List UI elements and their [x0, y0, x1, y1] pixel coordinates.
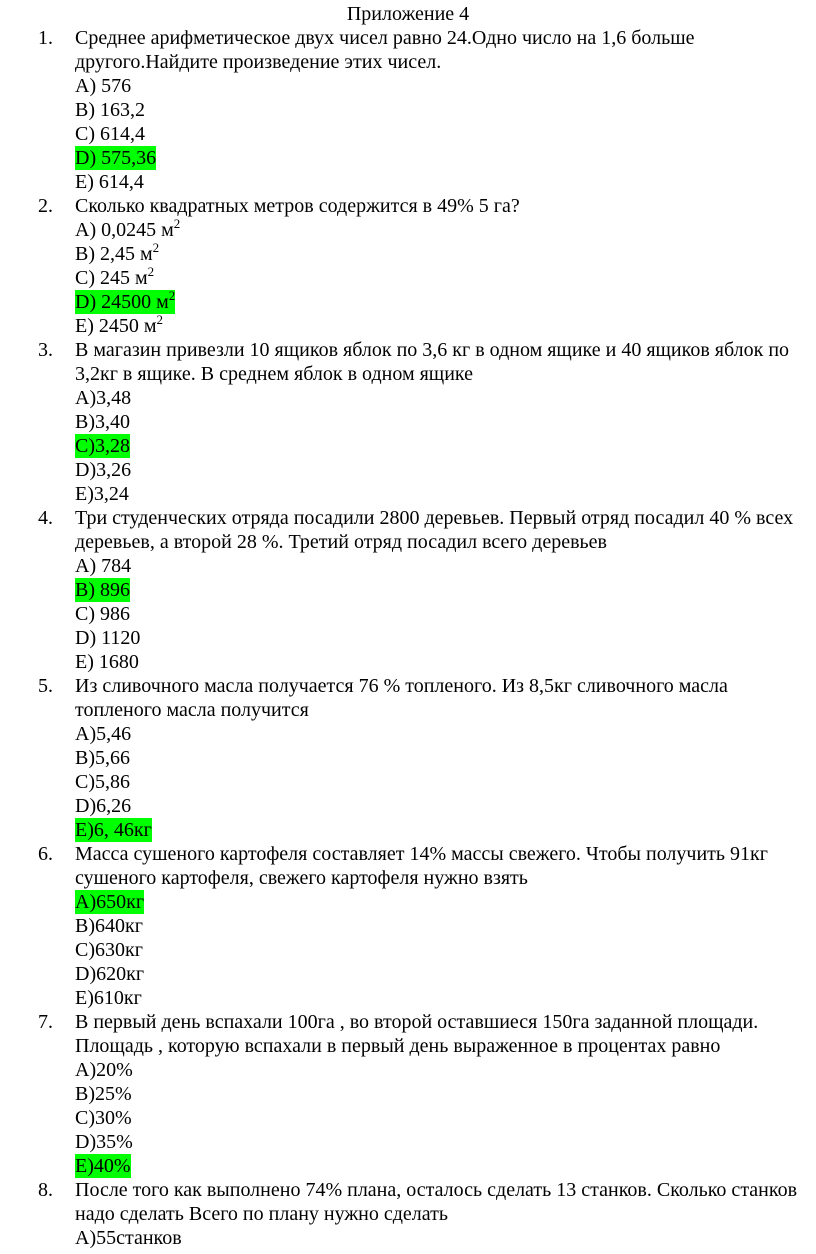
answer-option: [75, 962, 808, 986]
answer-option-text: [75, 290, 175, 314]
document-title: Приложение 4: [346, 3, 470, 25]
answer-option-label: С) 245 м: [75, 267, 148, 289]
question-text: Три студенческих отряда посадили 2800 деревьев. Первый отряд посадил 40 % всех деревьев, а второй 28 %. Третий отряд посадил всего деревьев: [75, 507, 794, 553]
answer-option-text: [75, 98, 145, 122]
answer-option-label: С)5,86: [75, 771, 130, 793]
answer-option-text: [75, 410, 130, 434]
answer-option: [75, 1058, 808, 1082]
question-number: 8.: [38, 1179, 53, 1201]
answer-option-label: Е) 614,4: [75, 171, 144, 193]
answer-option: [75, 410, 808, 434]
answer-option: [75, 554, 808, 578]
answer-option-label: А)650кг: [75, 891, 145, 913]
answer-option: [75, 170, 808, 194]
answer-option-text: [75, 1226, 182, 1250]
answer-option-text: [75, 1130, 133, 1154]
answer-option-text: [75, 170, 144, 194]
answer-option-label: А)20%: [75, 1059, 133, 1081]
answer-option-text: [75, 1058, 133, 1082]
answer-option-text: [75, 890, 144, 914]
answer-option-text: [75, 578, 130, 602]
answer-option: [75, 122, 808, 146]
answer-options: [75, 386, 808, 506]
answer-option-label: А)5,46: [75, 723, 132, 745]
answer-option-label: Е) 1680: [75, 651, 139, 673]
answer-option-label: D) 1120: [75, 627, 141, 649]
answer-option-text: [75, 602, 130, 626]
answer-option-label: В)640кг: [75, 915, 143, 937]
question-item: [0, 842, 816, 1010]
answer-option-correct: [75, 1154, 808, 1178]
question-item: [0, 1010, 816, 1178]
answer-option-text: [75, 386, 131, 410]
answer-option: [75, 314, 808, 338]
answer-options: [75, 218, 808, 338]
answer-option-text: [75, 242, 159, 266]
question-number: 4.: [38, 507, 53, 529]
answer-option: [75, 602, 808, 626]
answer-option-text: [75, 74, 131, 98]
answer-option-text: [75, 218, 180, 242]
question-number: 3.: [38, 339, 53, 361]
answer-option-text: [75, 770, 130, 794]
answer-option-label: С)3,28: [75, 435, 130, 457]
answer-option-label: Е)6, 46кг: [75, 819, 152, 841]
question-text: В первый день вспахали 100га , во второй оставшиеся 150га заданной площади. Площадь , которую вспахали в первый день выраженное в процентах равно: [75, 1011, 759, 1057]
answer-options: [75, 74, 808, 194]
answer-option: [75, 266, 808, 290]
answer-option-text: [75, 746, 130, 770]
answer-option-label: D)3,26: [75, 459, 132, 481]
answer-option-text: [75, 650, 139, 674]
answer-option-label: В) 896: [75, 579, 130, 601]
question-item: [0, 194, 816, 338]
answer-option: [75, 722, 808, 746]
question-number: 6.: [38, 843, 53, 865]
answer-option: [75, 482, 808, 506]
superscript-exponent: 2: [156, 312, 164, 327]
answer-option-text: [75, 914, 143, 938]
answer-option-text: [75, 626, 140, 650]
answer-option: [75, 74, 808, 98]
answer-options: [75, 1226, 808, 1250]
answer-option-label: С)30%: [75, 1107, 132, 1129]
answer-option-label: Е)40%: [75, 1155, 131, 1177]
answer-option-text: [75, 266, 154, 290]
question-text: Среднее арифметическое двух чисел равно 24.Одно число на 1,6 больше другого.Найдите произведение этих чисел.: [75, 27, 695, 73]
answer-option-label: А) 576: [75, 75, 132, 97]
answer-option-text: [75, 1082, 132, 1106]
answer-option-label: С)630кг: [75, 939, 143, 961]
answer-option: [75, 650, 808, 674]
superscript-exponent: 2: [173, 216, 181, 231]
answer-option-label: В)25%: [75, 1083, 132, 1105]
question-item: [0, 1178, 816, 1250]
answer-option-text: [75, 554, 131, 578]
superscript-exponent: 2: [147, 264, 155, 279]
superscript-exponent: 2: [168, 288, 176, 303]
answer-option-text: [75, 986, 142, 1010]
answer-option-label: Е)3,24: [75, 483, 129, 505]
question-item: [0, 674, 816, 842]
answer-option-text: [75, 146, 156, 170]
answer-option-correct: [75, 146, 808, 170]
answer-option-text: [75, 314, 163, 338]
question-number: 7.: [38, 1011, 53, 1033]
answer-option: [75, 386, 808, 410]
answer-option: [75, 1130, 808, 1154]
answer-option-correct: [75, 434, 808, 458]
answer-option-label: А) 0,0245 м: [75, 219, 174, 241]
question-item: [0, 26, 816, 194]
answer-option-correct: [75, 818, 808, 842]
answer-options: [75, 722, 808, 842]
answer-option-text: [75, 722, 131, 746]
answer-option-label: Е) 2450 м: [75, 315, 157, 337]
answer-options: [75, 890, 808, 1010]
answer-option-text: [75, 1154, 131, 1178]
answer-option-label: С) 614,4: [75, 123, 145, 145]
answer-option-correct: [75, 890, 808, 914]
question-text: Сколько квадратных метров содержится в 49% 5 га?: [75, 195, 520, 217]
answer-option: [75, 914, 808, 938]
question-text: В магазин привезли 10 ящиков яблок по 3,6 кг в одном ящике и 40 ящиков яблок по 3,2кг в ящике. В среднем яблок в одном ящике: [75, 339, 790, 385]
answer-option: [75, 98, 808, 122]
answer-option: [75, 1082, 808, 1106]
answer-option-label: D) 575,36: [75, 147, 157, 169]
answer-option: [75, 770, 808, 794]
answer-option-label: D) 24500 м: [75, 291, 169, 313]
answer-option-label: D)6,26: [75, 795, 132, 817]
answer-option: [75, 218, 808, 242]
answer-option-label: В)5,66: [75, 747, 130, 769]
answer-option-text: [75, 458, 131, 482]
answer-option: [75, 458, 808, 482]
question-number: 2.: [38, 195, 53, 217]
answer-options: [75, 554, 808, 674]
answer-option-text: [75, 962, 144, 986]
answer-option-text: [75, 938, 143, 962]
answer-option: [75, 986, 808, 1010]
answer-option-correct: [75, 290, 808, 314]
answer-option: [75, 938, 808, 962]
answer-option: [75, 746, 808, 770]
answer-option: [75, 242, 808, 266]
question-item: [0, 338, 816, 506]
answer-option-label: В)3,40: [75, 411, 130, 433]
answer-option: [75, 626, 808, 650]
answer-option-text: [75, 434, 130, 458]
answer-option-text: [75, 482, 129, 506]
answer-option-label: В) 163,2: [75, 99, 145, 121]
answer-option-text: [75, 122, 145, 146]
answer-option-text: [75, 818, 152, 842]
answer-option-label: А)55станков: [75, 1227, 182, 1249]
question-list: [0, 26, 816, 1250]
answer-option: [75, 794, 808, 818]
question-text: Из сливочного масла получается 76 % топленого. Из 8,5кг сливочного масла топленого масла получится: [75, 675, 728, 721]
answer-option-label: С) 986: [75, 603, 130, 625]
superscript-exponent: 2: [152, 240, 160, 255]
answer-option-label: D)620кг: [75, 963, 145, 985]
question-text: После того как выполнено 74% плана, осталось сделать 13 станков. Сколько станков надо сделать Всего по плану нужно сделать: [75, 1179, 798, 1225]
question-number: 1.: [38, 27, 53, 49]
answer-options: [75, 1058, 808, 1178]
answer-option-label: В) 2,45 м: [75, 243, 153, 265]
question-number: 5.: [38, 675, 53, 697]
question-item: [0, 506, 816, 674]
answer-option-text: [75, 794, 131, 818]
answer-option-correct: [75, 578, 808, 602]
answer-option-label: Е)610кг: [75, 987, 142, 1009]
question-text: Масса сушеного картофеля составляет 14% массы свежего. Чтобы получить 91кг сушеного картофеля, свежего картофеля нужно взять: [75, 843, 768, 889]
answer-option: [75, 1106, 808, 1130]
answer-option: [75, 1226, 808, 1250]
answer-option-text: [75, 1106, 132, 1130]
answer-option-label: А) 784: [75, 555, 132, 577]
answer-option-label: D)35%: [75, 1131, 133, 1153]
answer-option-label: А)3,48: [75, 387, 132, 409]
